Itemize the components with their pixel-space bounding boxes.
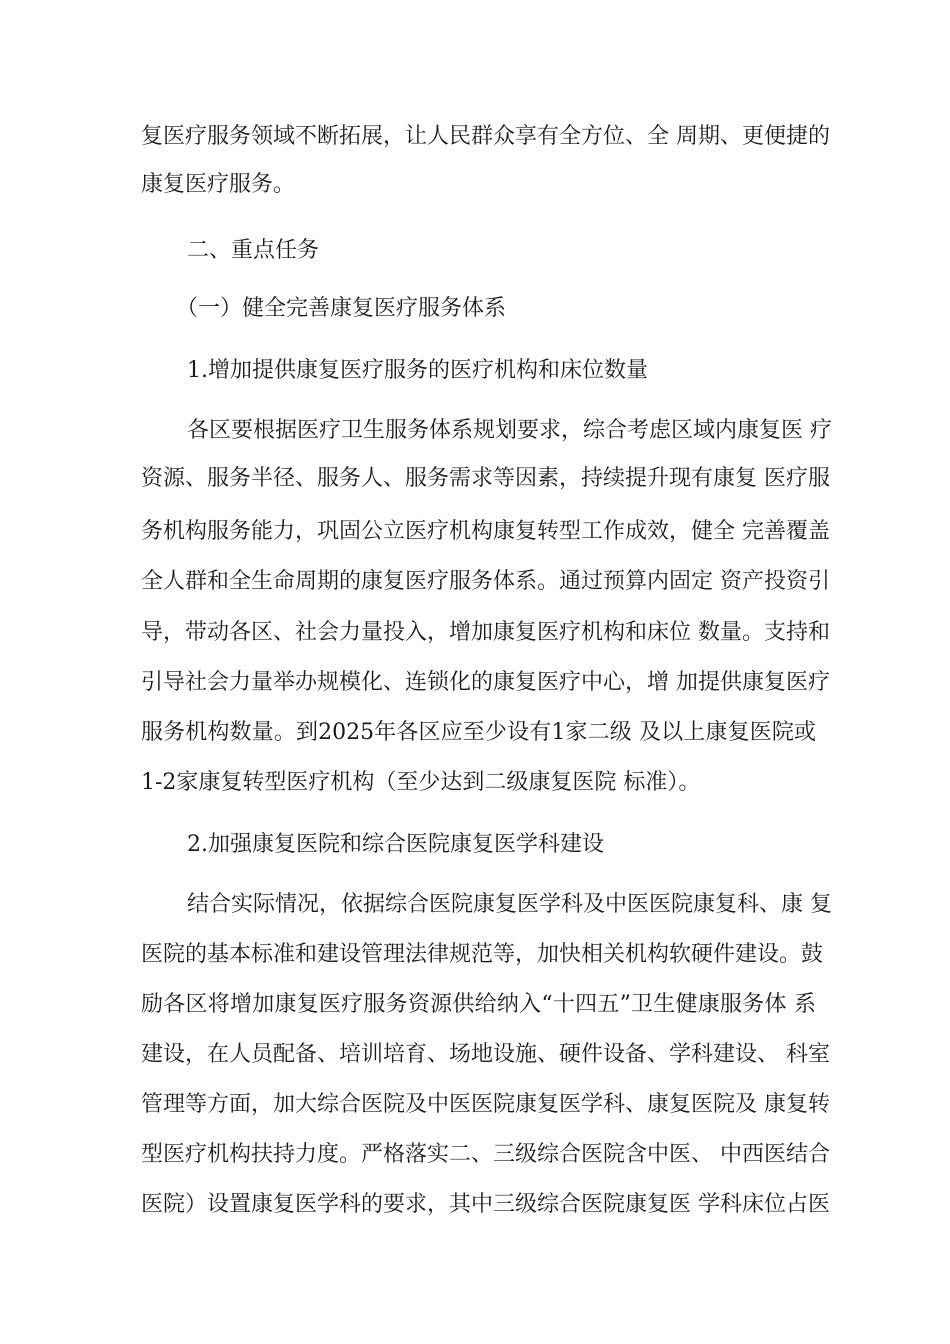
text-line: 医院的基本标准和建设管理法律规范等，加快相关机构软硬件建设。鼓 [141,942,824,967]
text-line: 务机构服务能力，巩固公立医疗机构康复转型工作成效，健全 完善覆盖 [141,519,830,544]
text-line: 1-2家康复转型医疗机构（至少达到二级康复医院 标准）。 [141,770,701,795]
text-line: 型医疗机构扶持力度。严格落实二、三级综合医院含中医、 中西医结合 [141,1142,830,1167]
text-line: 康复医疗服务。 [141,172,296,197]
text-line: 励各区将增加康复医疗服务资源供给纳入“十四五”卫生健康服务体 系 [141,992,816,1017]
text-line: 复医疗服务领域不断拓展，让人民群众享有全方位、全 周期、更便捷的 [141,124,830,149]
subsection-heading: （一）健全完善康复医疗服务体系 [176,296,507,321]
text-line: 各区要根据医疗卫生服务体系规划要求，综合考虑区域内康复医 疗 [187,418,832,443]
text-line: 导，带动各区、社会力量投入，增加康复医疗机构和床位 数量。支持和 [141,620,830,645]
text-line: 管理等方面，加大综合医院及中医医院康复医学科、康复医院及 康复转 [141,1092,830,1117]
text-line: 资源、服务半径、服务人、服务需求等因素，持续提升现有康复 医疗服 [141,466,830,491]
item-heading: 1.增加提供康复医疗服务的医疗机构和床位数量 [187,358,648,383]
text-line: 引导社会力量举办规模化、连锁化的康复医疗中心，增 加提供康复医疗 [141,670,830,695]
text-line: 医院）设置康复医学科的要求，其中三级综合医院康复医 学科床位占医 [141,1192,830,1217]
item-heading: 2.加强康复医院和综合医院康复医学科建设 [187,832,604,857]
text-line: 结合实际情况，依据综合医院康复医学科及中医医院康复科、康 复 [187,892,832,917]
text-line: 建设，在人员配备、培训培育、场地设施、硬件设备、学科建设、 科室 [141,1042,830,1067]
section-heading: 二、重点任务 [187,238,320,263]
text-line: 全人群和全生命周期的康复医疗服务体系。通过预算内固定 资产投资引 [141,569,830,594]
text-line: 服务机构数量。到2025年各区应至少设有1家二级 及以上康复医院或 [141,720,816,745]
